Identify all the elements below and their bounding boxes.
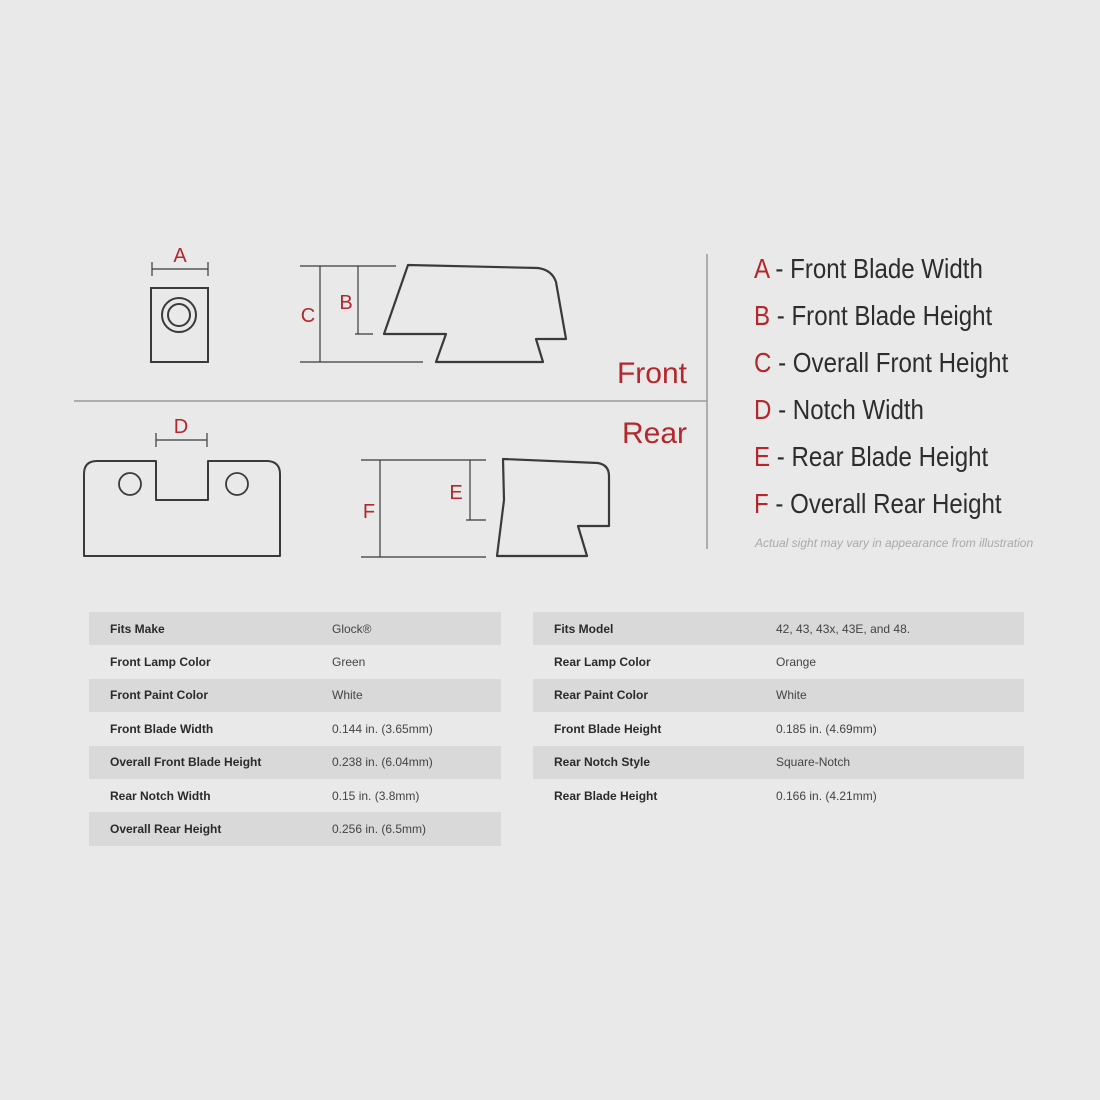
legend-letter: C bbox=[754, 347, 772, 378]
legend-letter: B bbox=[754, 300, 771, 331]
table-row bbox=[89, 612, 501, 645]
dimension-f-e bbox=[361, 460, 486, 557]
spec-value: 42, 43, 43x, 43E, and 48. bbox=[776, 612, 1024, 645]
table-row bbox=[89, 746, 501, 779]
legend-item-e bbox=[754, 438, 1046, 485]
legend-item-f bbox=[754, 485, 1046, 532]
legend-text: - Overall Front Height bbox=[771, 347, 1009, 378]
spec-label: Rear Blade Height bbox=[554, 788, 658, 803]
front-sight-end-view bbox=[151, 288, 208, 362]
legend-item-b bbox=[754, 297, 1046, 344]
table-row bbox=[533, 612, 1024, 645]
spec-label: Fits Make bbox=[89, 612, 332, 645]
spec-label: Rear Lamp Color bbox=[554, 655, 651, 670]
table-row bbox=[533, 679, 1024, 712]
spec-label: Overall Front Blade Height bbox=[89, 746, 332, 779]
disclaimer-note: Actual sight may vary in appearance from illustration bbox=[755, 536, 1034, 550]
table-row bbox=[89, 812, 501, 845]
spec-label: Overall Rear Height bbox=[89, 812, 332, 845]
dim-label-e: E bbox=[449, 482, 463, 504]
table-row bbox=[533, 779, 1024, 812]
spec-label: Rear Notch Width bbox=[110, 788, 211, 803]
spec-label: Front Lamp Color bbox=[110, 655, 211, 670]
legend-letter: F bbox=[754, 488, 769, 519]
spec-table-left bbox=[89, 612, 501, 846]
legend-text: - Front Blade Height bbox=[770, 300, 993, 331]
table-row bbox=[89, 779, 501, 812]
spec-value: 0.185 in. (4.69mm) bbox=[776, 721, 877, 736]
table-row bbox=[89, 645, 501, 678]
spec-value: Green bbox=[332, 655, 366, 670]
spec-value: Orange bbox=[776, 655, 817, 670]
legend-text: - Rear Blade Height bbox=[770, 441, 989, 472]
spec-value: Square-Notch bbox=[776, 746, 1024, 779]
spec-value: White bbox=[332, 679, 501, 712]
spec-label: Fits Model bbox=[533, 612, 776, 645]
table-row bbox=[89, 679, 501, 712]
spec-value: 0.238 in. (6.04mm) bbox=[332, 746, 501, 779]
dim-label-d: D bbox=[173, 416, 189, 438]
spec-value: White bbox=[776, 679, 1024, 712]
legend-item-c bbox=[754, 344, 1046, 391]
spec-value: 0.256 in. (6.5mm) bbox=[332, 812, 501, 845]
legend-text: - Notch Width bbox=[771, 394, 924, 425]
dim-label-a: A bbox=[173, 245, 187, 267]
legend-item-a bbox=[754, 250, 1046, 297]
legend-item-d bbox=[754, 391, 1046, 438]
spec-value: 0.15 in. (3.8mm) bbox=[332, 788, 420, 803]
rear-label: Rear bbox=[621, 417, 687, 450]
spec-label: Rear Paint Color bbox=[533, 679, 776, 712]
front-sight-side-view bbox=[384, 265, 566, 362]
spec-label: Front Blade Height bbox=[554, 721, 662, 736]
table-row bbox=[89, 712, 501, 745]
legend-letter: E bbox=[754, 441, 771, 472]
spec-value: 0.144 in. (3.65mm) bbox=[332, 721, 433, 736]
rear-hole-left bbox=[119, 473, 141, 495]
dim-label-c: C bbox=[300, 305, 316, 327]
rear-sight-side-view bbox=[497, 459, 609, 556]
front-label: Front bbox=[616, 357, 687, 390]
spec-table-right bbox=[533, 612, 1024, 812]
spec-label: Front Blade Width bbox=[110, 721, 214, 736]
legend-text: - Overall Rear Height bbox=[768, 488, 1002, 519]
dim-label-b: B bbox=[339, 292, 353, 314]
spec-value: 0.166 in. (4.21mm) bbox=[776, 788, 877, 803]
spec-label: Front Paint Color bbox=[89, 679, 332, 712]
table-row bbox=[533, 645, 1024, 678]
spec-label: Rear Notch Style bbox=[533, 746, 776, 779]
rear-sight-end-view bbox=[84, 461, 280, 556]
dim-label-f: F bbox=[362, 501, 376, 523]
dimension-legend bbox=[754, 250, 1094, 532]
legend-text: - Front Blade Width bbox=[768, 253, 983, 284]
table-row bbox=[533, 712, 1024, 745]
dimension-c-b bbox=[300, 266, 423, 362]
spec-value: Glock® bbox=[332, 612, 501, 645]
legend-letter: A bbox=[754, 253, 769, 284]
rear-hole-right bbox=[226, 473, 248, 495]
legend-letter: D bbox=[754, 394, 772, 425]
table-row bbox=[533, 746, 1024, 779]
